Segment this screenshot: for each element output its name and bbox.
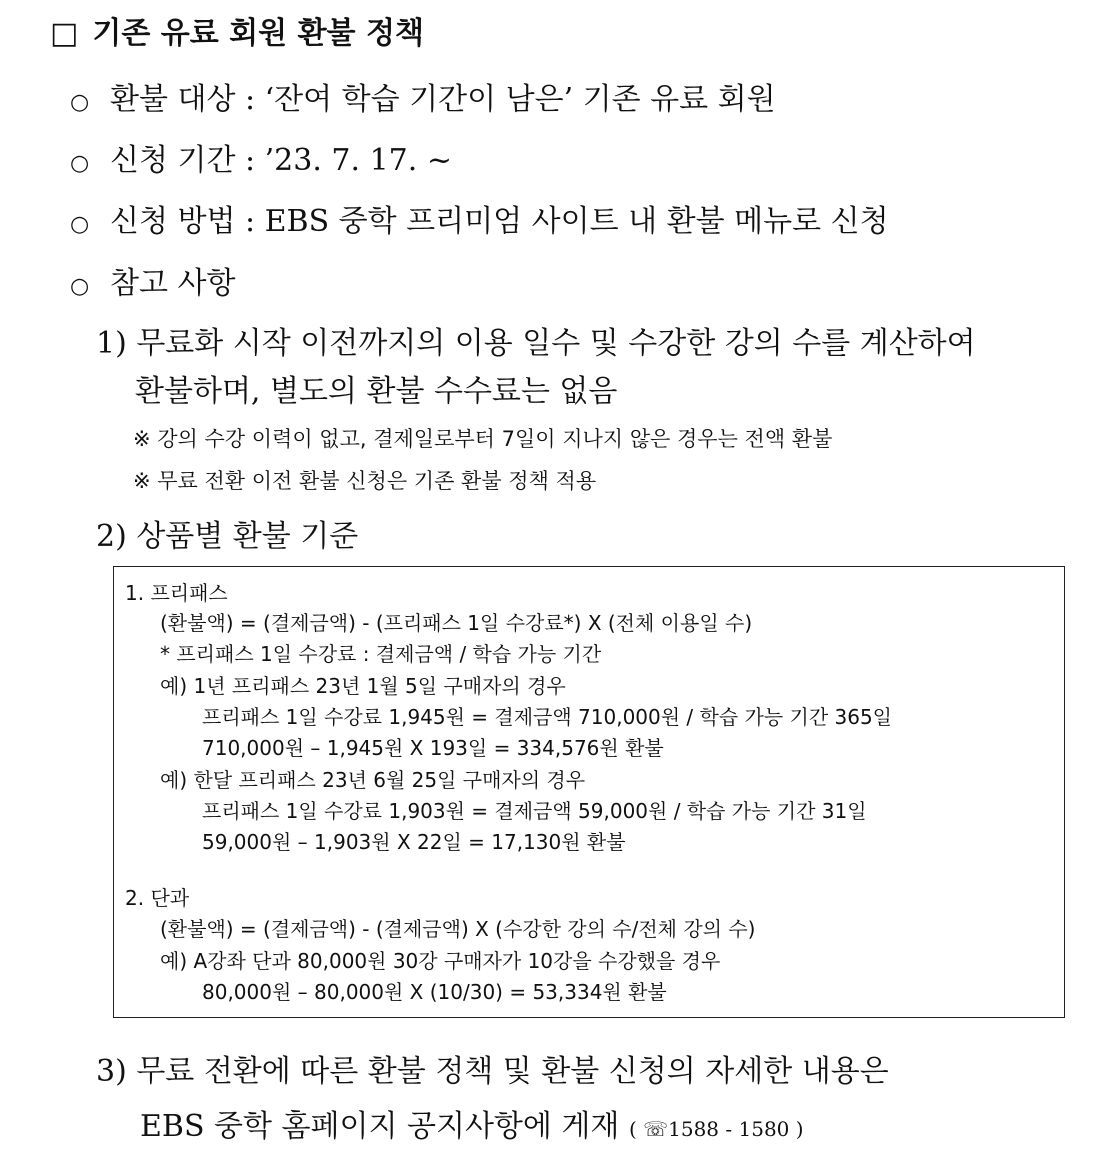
note-3-text: EBS 중학 홈페이지 공지사항에 게재: [140, 1109, 620, 1144]
note-1-line-1: 1) 무료화 시작 이전까지의 이용 일수 및 수강한 강의 수를 계산하여: [96, 326, 976, 361]
example-2-daily-fee: 프리패스 1일 수강료 1,903원 = 결제금액 59,000원 / 학습 가능 기간 31일: [202, 799, 867, 823]
note-3-line-2: [140, 1101, 804, 1145]
refund-criteria-box: [113, 566, 1065, 1018]
note-3-line-1: 3) 무료 전환에 따른 환불 정책 및 환불 신청의 자세한 내용은: [96, 1054, 889, 1089]
example-1-refund: 710,000원 – 1,945원 X 193일 = 334,576원 환불: [202, 736, 664, 760]
section-freepass-heading: 1. 프리패스: [125, 581, 228, 605]
example-2-heading: 예) 한달 프리패스 23년 6월 25일 구매자의 경우: [160, 768, 586, 792]
bullet-text: 환불 대상 : ‘잔여 학습 기간이 남은’ 기존 유료 회원: [110, 82, 776, 117]
example-3-heading: 예) A강좌 단과 80,000원 30강 구매자가 10강을 수강했을 경우: [160, 949, 721, 973]
single-course-formula: (환불액) = (결제금액) - (결제금액) X (수강한 강의 수/전체 강의 수): [160, 917, 756, 941]
note-2-heading: 2) 상품별 환불 기준: [96, 519, 359, 554]
example-1-daily-fee: 프리패스 1일 수강료 1,945원 = 결제금액 710,000원 / 학습 가능 기간 365일: [202, 705, 893, 729]
example-2-refund: 59,000원 – 1,903원 X 22일 = 17,130원 환불: [202, 830, 626, 854]
circle-bullet-icon: ○: [70, 151, 90, 176]
example-3-refund: 80,000원 – 80,000원 X (10/30) = 53,334원 환불: [202, 980, 667, 1004]
circle-bullet-icon: ○: [70, 274, 90, 299]
sub-note-full-refund: ※ 강의 수강 이력이 없고, 결제일로부터 7일이 지나지 않은 경우는 전액 환불: [133, 427, 833, 451]
phone-number: 1588 - 1580: [668, 1117, 790, 1141]
bullet-application-period: [70, 135, 452, 179]
bullet-text: 신청 방법 : EBS 중학 프리미엄 사이트 내 환불 메뉴로 신청: [110, 204, 889, 239]
checkbox-square-icon: □: [50, 16, 79, 51]
section-single-course-heading: 2. 단과: [125, 886, 190, 910]
example-1-heading: 예) 1년 프리패스 23년 1월 5일 구매자의 경우: [160, 674, 566, 698]
note-1-line-2: 환불하며, 별도의 환불 수수료는 없음: [135, 374, 618, 409]
page-title: [50, 8, 424, 52]
circle-bullet-icon: ○: [70, 90, 90, 115]
bullet-reference: [70, 258, 235, 302]
telephone-icon: ☏: [643, 1117, 669, 1141]
sub-note-existing-policy: ※ 무료 전환 이전 환불 신청은 기존 환불 정책 적용: [133, 469, 597, 493]
bullet-text: 신청 기간 : ’23. 7. 17. ~: [110, 143, 452, 178]
phone-contact: ( ☏1588 - 1580 ): [628, 1117, 804, 1141]
bullet-text: 참고 사항: [110, 266, 236, 301]
freepass-formula: (환불액) = (결제금액) - (프리패스 1일 수강료*) X (전체 이용일 수): [160, 611, 753, 635]
freepass-daily-fee-definition: * 프리패스 1일 수강료 : 결제금액 / 학습 가능 기간: [160, 642, 602, 666]
title-text: 기존 유료 회원 환불 정책: [92, 16, 424, 51]
bullet-refund-target: [70, 74, 776, 118]
bullet-application-method: [70, 196, 889, 240]
circle-bullet-icon: ○: [70, 212, 90, 237]
